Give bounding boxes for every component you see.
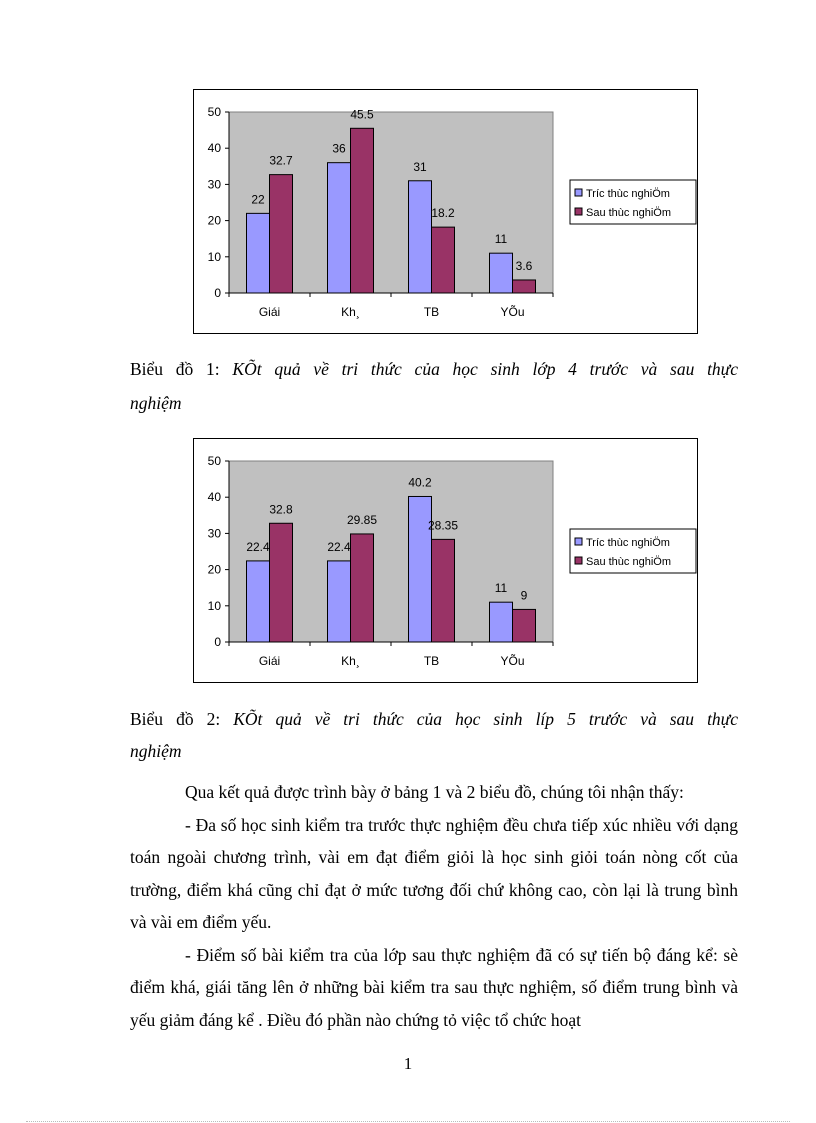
chart-1-category-label: TB	[423, 305, 440, 319]
chart-1-bar	[270, 175, 293, 293]
caption-1-label: Biểu đồ 1:	[130, 359, 220, 379]
paragraph-point-1: - Đa số học sinh kiểm tra trước thực nghiệm đều chưa tiếp xúc nhiều với dạng toán ngoài chương trình, vài em đạt điểm giỏi là học sinh giỏi toán nòng cốt của trường, điểm khá cũng chỉ đạt ở mức tương đối chứ không cao, còn lại là trung bình và vài em điểm yếu.	[130, 814, 738, 932]
chart-1-bar	[409, 181, 432, 293]
page-number: 1	[403, 1054, 413, 1073]
chart-1-y-tick-label: 20	[207, 213, 221, 228]
chart-1-data-label: 18.2	[431, 206, 455, 221]
chart-1-legend-label: Sau thùc nghiÖm	[586, 207, 671, 219]
chart-2-data-label: 11	[494, 581, 508, 596]
caption-2	[130, 704, 738, 734]
chart-2-legend-label: Tríc thùc nghiÖm	[586, 537, 670, 549]
chart-2-data-label: 9	[520, 588, 528, 603]
chart-1-category-label: Giái	[258, 305, 281, 319]
chart-1-bar	[351, 128, 374, 293]
caption-2-label: Biểu đồ 2:	[130, 709, 221, 729]
chart-1-legend-swatch	[575, 208, 582, 215]
caption-2-continuation: nghiệm	[130, 741, 182, 761]
chart-2-category-label: Giái	[258, 654, 281, 668]
chart-2-legend-swatch	[575, 538, 582, 545]
chart-1-data-label: 32.7	[269, 153, 293, 168]
chart-2-bar	[490, 602, 513, 642]
chart-2-legend-label: Sau thùc nghiÖm	[586, 556, 671, 568]
chart-2-bar	[270, 523, 293, 642]
chart-2-category-label: TB	[423, 654, 440, 668]
chart-2-data-label: 32.8	[269, 502, 293, 517]
chart-2-data-label: 29.85	[346, 512, 378, 527]
chart-2-category-label: YÕu	[500, 654, 525, 668]
footer-divider	[26, 1121, 790, 1122]
chart-1-plot	[208, 105, 553, 319]
chart-2	[193, 438, 698, 683]
chart-1-data-label: 3.6	[515, 258, 533, 273]
chart-1-data-label: 11	[494, 232, 508, 247]
chart-1-bar	[328, 163, 351, 293]
chart-1-y-tick-label: 40	[207, 141, 221, 156]
chart-2-legend	[570, 529, 696, 573]
chart-2-data-label: 22.4	[327, 539, 351, 554]
chart-2-bar	[328, 561, 351, 642]
chart-1-data-label: 36	[332, 141, 346, 156]
chart-2-y-tick-label: 30	[207, 526, 221, 541]
chart-2-data-label: 22.4	[246, 539, 270, 554]
chart-1-data-label: 22	[251, 192, 265, 207]
caption-1-text: KÕt quả về tri thức của học sinh lớp 4 trước và sau thực	[232, 359, 738, 379]
chart-2-y-tick-label: 10	[207, 598, 221, 613]
chart-1-legend	[570, 180, 696, 224]
chart-1-bar	[432, 227, 455, 293]
caption-1-continuation: nghiệm	[130, 393, 182, 413]
caption-1	[130, 354, 738, 384]
chart-1-bar	[490, 253, 513, 293]
chart-2-bar	[247, 561, 270, 642]
chart-1-category-label: Kh¸	[341, 305, 360, 319]
chart-1-y-tick-label: 50	[207, 105, 221, 119]
chart-2-svg	[193, 438, 698, 683]
chart-1-category-label: YÕu	[500, 305, 525, 319]
chart-1	[193, 89, 698, 334]
chart-1-legend-swatch	[575, 189, 582, 196]
chart-2-bar	[513, 609, 536, 642]
paragraph-intro: Qua kết quả được trình bày ở bảng 1 và 2 biểu đồ, chúng tôi nhận thấy:	[185, 782, 684, 802]
chart-2-y-tick-label: 20	[207, 562, 221, 577]
chart-1-svg	[193, 89, 698, 334]
chart-2-y-tick-label: 0	[214, 635, 221, 649]
chart-2-data-label: 40.2	[408, 475, 432, 490]
chart-1-y-tick-label: 0	[214, 286, 221, 300]
paragraph-point-2: - Điểm số bài kiểm tra của lớp sau thực nghiệm đã có sự tiến bộ đáng kể: sè điểm khá, giái tăng lên ở những bài kiểm tra sau thực nghiệm, số điểm trung bình và yếu giảm đáng kể . Điều đó phần nào chứng tỏ việc tổ chức hoạt	[130, 944, 738, 1030]
chart-2-plot	[208, 454, 553, 668]
caption-2-text: KÕt quả về tri thức của học sinh líp 5 trước và sau thực	[233, 709, 738, 729]
chart-1-legend-label: Tríc thùc nghiÖm	[586, 188, 670, 200]
chart-1-data-label: 31	[413, 159, 427, 174]
chart-1-y-tick-label: 10	[207, 249, 221, 264]
chart-2-y-tick-label: 40	[207, 490, 221, 505]
chart-2-category-label: Kh¸	[341, 654, 360, 668]
chart-2-bar	[432, 539, 455, 642]
chart-2-y-tick-label: 50	[207, 454, 221, 468]
chart-1-bar	[513, 280, 536, 293]
chart-2-bar	[351, 534, 374, 642]
chart-2-data-label: 28.35	[427, 518, 459, 533]
chart-1-bar	[247, 213, 270, 293]
chart-1-y-tick-label: 30	[207, 177, 221, 192]
chart-1-data-label: 45.5	[350, 107, 374, 122]
chart-2-legend-swatch	[575, 557, 582, 564]
body-text	[130, 776, 738, 1036]
